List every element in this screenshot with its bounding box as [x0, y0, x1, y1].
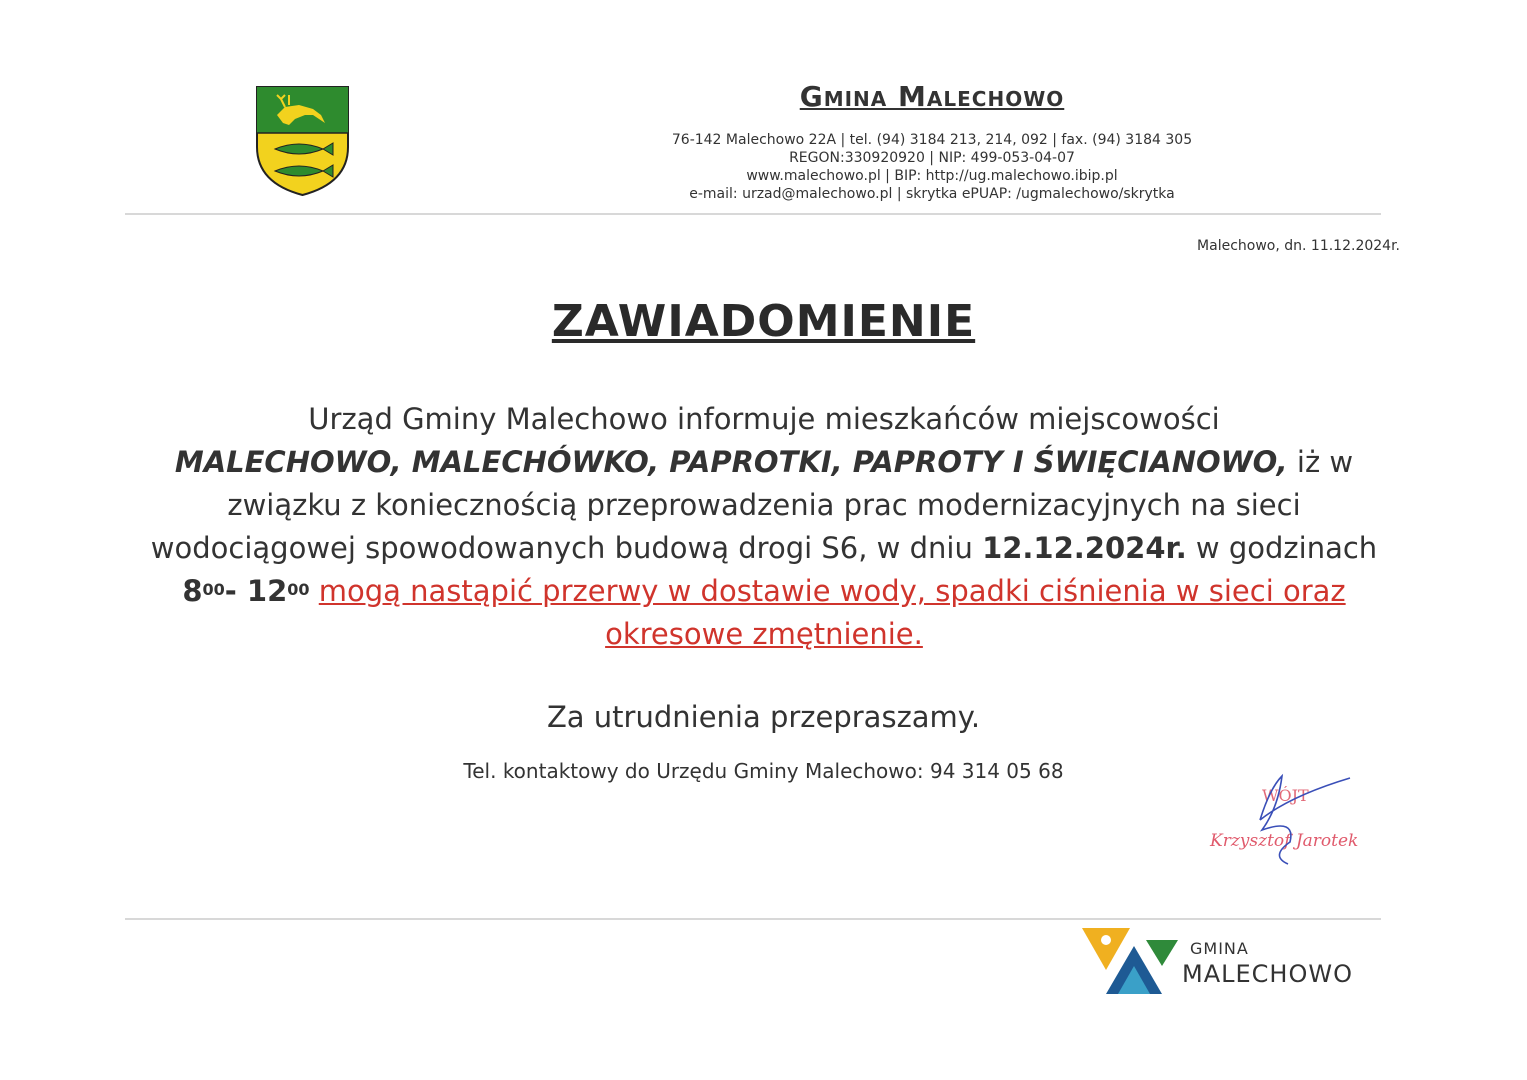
notice-body	[128, 398, 1400, 656]
web-line: www.malechowo.pl | BIP: http://ug.malechowo.ibip.pl	[746, 168, 1118, 184]
handwritten-signature	[1200, 768, 1370, 868]
address-line: 76-142 Malechowo 22A | tel. (94) 3184 213, 214, 092 | fax. (94) 3184 305	[671, 132, 1193, 148]
apology-text: Za utrudnienia przepraszamy.	[546, 700, 981, 734]
document-title: ZAWIADOMIENIE	[551, 296, 976, 347]
notice-day: 12.12.2024r.	[982, 531, 1187, 565]
contact-phone: Tel. kontaktowy do Urzędu Gminy Malechowo: 94 314 05 68	[463, 759, 1064, 783]
document-date: Malechowo, dn. 11.12.2024r.	[1197, 238, 1400, 254]
hour-end: $12^{00}$	[246, 574, 310, 608]
places-list: MALECHOWO, MALECHÓWKO, PAPROTKI, PAPROTY I ŚWIĘCIANOWO,	[174, 445, 1288, 479]
warning-text: mogą nastąpić przerwy w dostawie wody, spadki ciśnienia w sieci oraz okresowe zmętnienie.	[318, 574, 1346, 651]
intro-text: Urząd Gminy Malechowo informuje mieszkańców miejscowości	[308, 402, 1220, 436]
email-line: e-mail: urzad@malechowo.pl | skrytka ePUAP: /ugmalechowo/skrytka	[689, 186, 1175, 202]
footer-malechowo: MALECHOWO	[1182, 960, 1353, 988]
footer-gmina: GMINA	[1190, 939, 1249, 958]
hours-prefix: w godzinach	[1186, 531, 1378, 565]
hour-start: $8^{00}$	[182, 574, 225, 608]
footer-divider	[125, 918, 1381, 920]
signature-name: Krzysztof Jarotek	[1210, 831, 1359, 851]
signature-role: WÓJT	[1262, 786, 1309, 805]
regon-line: REGON:330920920 | NIP: 499-053-04-07	[789, 150, 1075, 166]
hour-separator: -	[224, 574, 247, 608]
header-divider	[125, 213, 1381, 215]
gmina-logo-icon	[1080, 926, 1185, 996]
coat-of-arms-logo	[255, 85, 350, 197]
reason-text: iż w związku z koniecznością przeprowadzenia prac modernizacyjnych na sieci wodociągowej spowodowanych budową drogi S6, w dniu	[150, 445, 1354, 565]
org-name: Gmina Malechowo	[799, 80, 1065, 113]
